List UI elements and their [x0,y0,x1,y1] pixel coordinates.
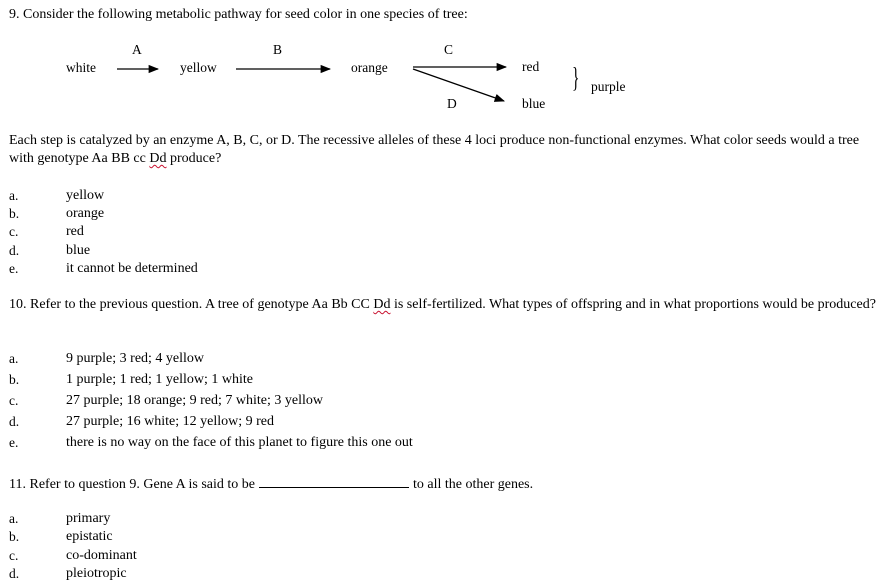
q9-stem: 9. Consider the following metabolic pathway for seed color in one species of tree: [9,7,468,22]
enzyme-d-label: D [447,96,457,111]
answer-blank[interactable] [259,475,409,488]
enzyme-a-label: A [132,42,142,57]
q11-option-letter: c. [9,548,19,563]
color-blue-label: blue [522,96,546,111]
q11-option-text: pleiotropic [66,566,127,581]
q10-option-letter: d. [9,414,20,429]
q9-option-letter: a. [9,188,19,203]
q11-option-text: primary [66,511,111,526]
q11-option-text: co-dominant [66,548,137,563]
q10-option-letter: c. [9,393,19,408]
q9-option-letter: b. [9,206,20,221]
q11-option-letter: d. [9,566,20,581]
q9-option-text: blue [66,243,91,258]
q9-option-text: red [66,224,84,239]
q9-option-text: yellow [66,188,105,203]
q10-option-text: 27 purple; 18 orange; 9 red; 7 white; 3 yellow [66,393,323,408]
spellcheck-genotype: Dd [373,297,391,312]
q10-option-text: 27 purple; 16 white; 12 yellow; 9 red [66,414,275,429]
color-red-label: red [522,59,540,74]
q10-option-text: there is no way on the face of this planet to figure this one out [66,435,413,450]
q11-option-letter: b. [9,529,20,544]
q11-option-letter: a. [9,511,19,526]
q10-question: 10. Refer to the previous question. A tree of genotype Aa Bb CC Dd is self-fertilized. What types of offspring and in what proportions would be produced? [9,297,876,312]
arrow-orange-blue [413,69,504,101]
spellcheck-genotype: Dd [149,151,167,166]
q11-question: 11. Refer to question 9. Gene A is said to be to all the other genes. [9,477,534,492]
color-purple-label: purple [591,79,626,94]
q10-option-text: 1 purple; 1 red; 1 yellow; 1 white [66,372,254,387]
q9-option-letter: d. [9,243,20,258]
color-yellow-label: yellow [180,60,217,75]
q10-option-letter: e. [9,435,19,450]
color-white-label: white [66,60,96,75]
q9-option-letter: c. [9,224,19,239]
q10-option-letter: b. [9,372,20,387]
color-orange-label: orange [351,60,388,75]
q10-option-text: 9 purple; 3 red; 4 yellow [66,351,205,366]
enzyme-b-label: B [273,42,283,57]
q10-option-letter: a. [9,351,19,366]
q9-option-letter: e. [9,261,19,276]
q9-option-text: orange [66,206,105,221]
q9-option-text: it cannot be determined [66,261,198,276]
enzyme-c-label: C [444,42,454,57]
pathway-arrows [0,0,892,130]
brace-symbol: } [572,63,580,94]
q11-option-text: epistatic [66,529,113,544]
q9-question: Each step is catalyzed by an enzyme A, B, C, or D. The recessive alleles of these 4 loci produce non-functional enzymes. What color seeds would a tree with genotype Aa BB cc Dd produce? [9,133,860,166]
